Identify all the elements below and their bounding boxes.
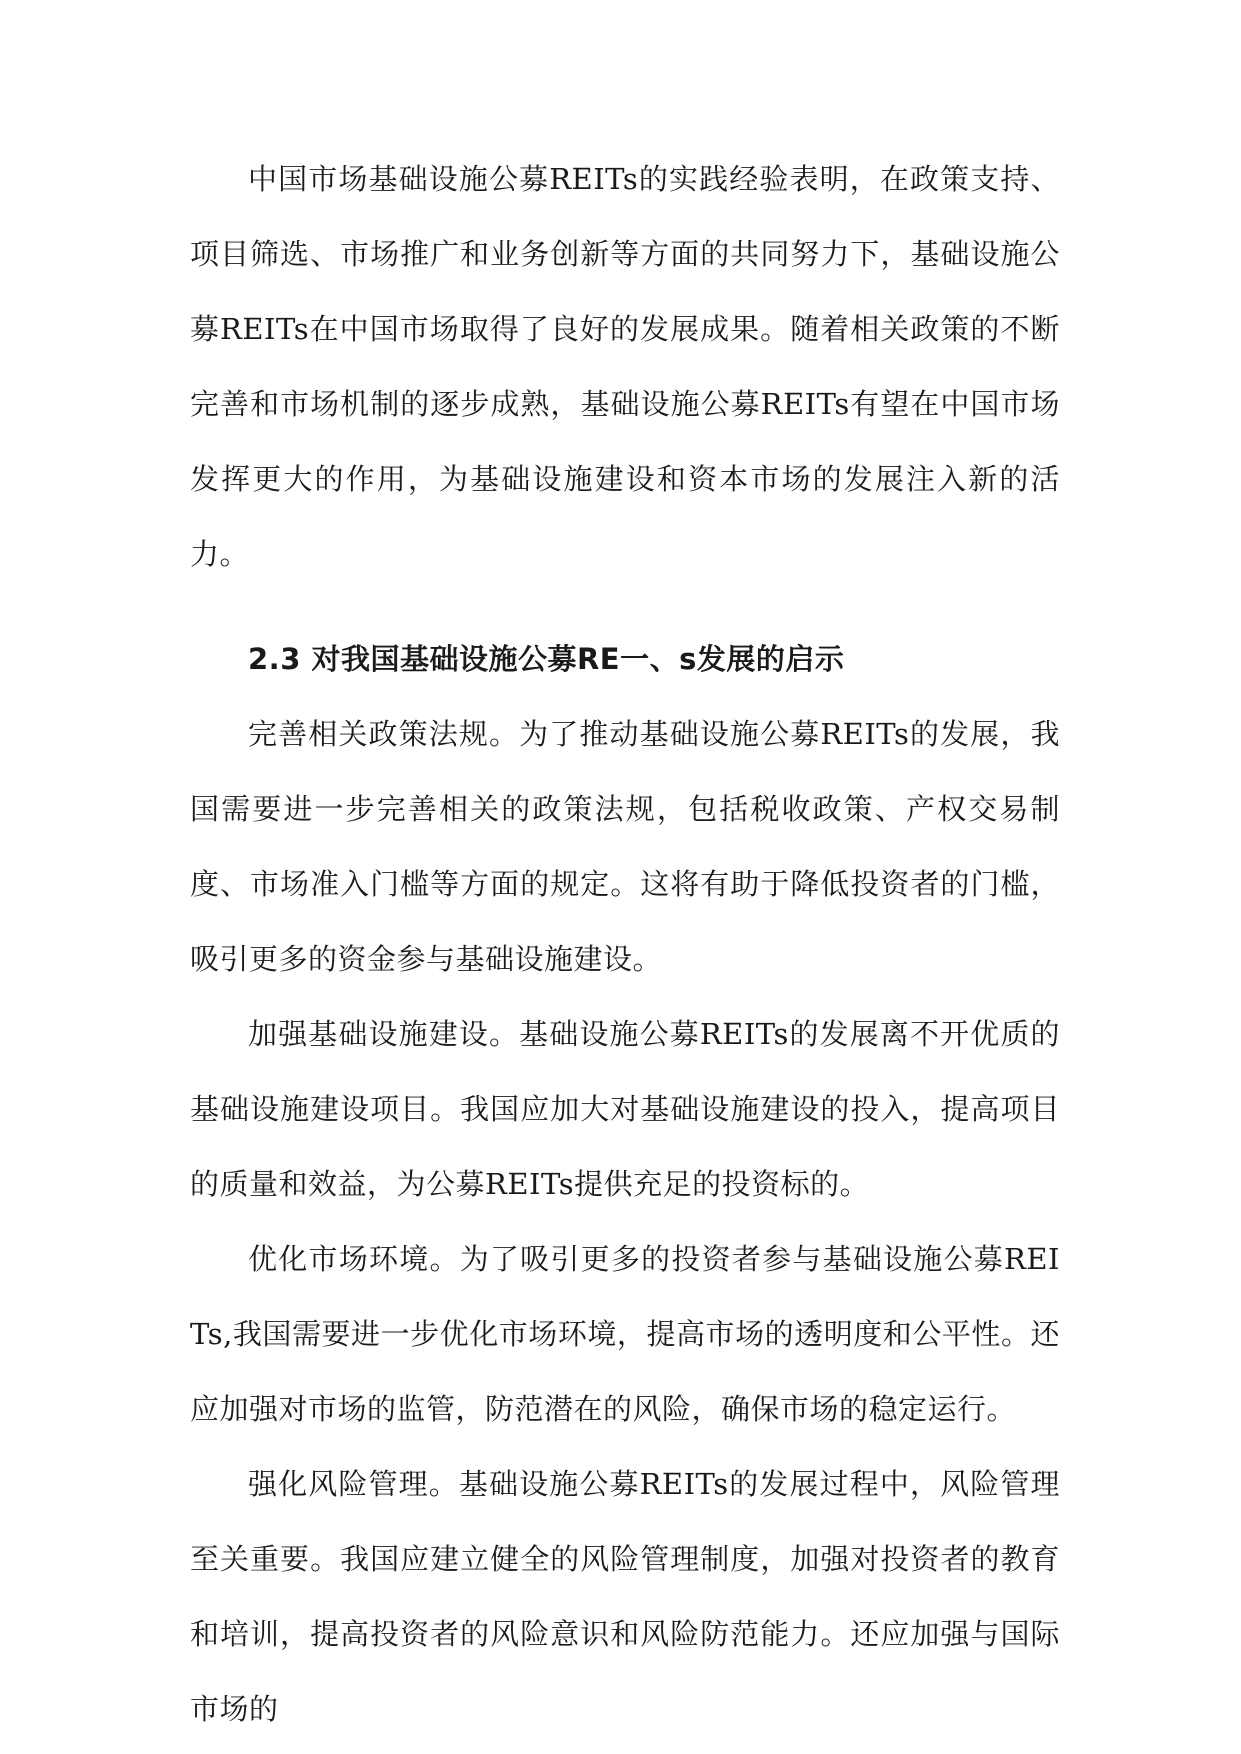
body-paragraph: 优化市场环境。为了吸引更多的投资者参与基础设施公募REITs,我国需要进一步优化市场环境，提高市场的透明度和公平性。还应加强对市场的监管，防范潜在的风险，确保市场的稳定运行。 — [190, 1242, 1060, 1426]
document-body — [190, 142, 1060, 1747]
body-paragraph: 加强基础设施建设。基础设施公募REITs的发展离不开优质的基础设施建设项目。我国应加大对基础设施建设的投入，提高项目的质量和效益，为公募REITs提供充足的投资标的。 — [190, 1017, 1060, 1201]
body-paragraph: 中国市场基础设施公募REITs的实践经验表明，在政策支持、项目筛选、市场推广和业务创新等方面的共同努力下，基础设施公募REITs在中国市场取得了良好的发展成果。随着相关政策的不断完善和市场机制的逐步成熟，基础设施公募REITs有望在中国市场发挥更大的作用，为基础设施建设和资本市场的发展注入新的活力。 — [190, 162, 1060, 571]
section-heading: 2.3 对我国基础设施公募RE一、s发展的启示 — [248, 642, 845, 676]
body-paragraph: 强化风险管理。基础设施公募REITs的发展过程中，风险管理至关重要。我国应建立健全的风险管理制度，加强对投资者的教育和培训，提高投资者的风险意识和风险防范能力。还应加强与国际市场的 — [190, 1467, 1060, 1726]
body-paragraph: 完善相关政策法规。为了推动基础设施公募REITs的发展，我国需要进一步完善相关的政策法规，包括税收政策、产权交易制度、市场准入门槛等方面的规定。这将有助于降低投资者的门槛，吸引更多的资金参与基础设施建设。 — [190, 717, 1060, 976]
